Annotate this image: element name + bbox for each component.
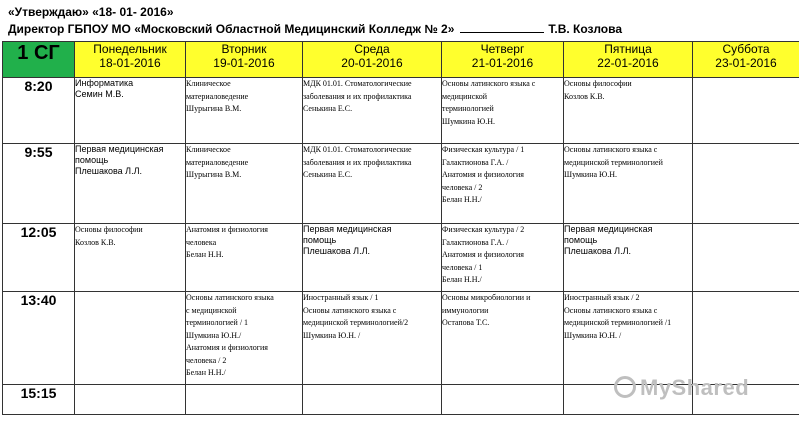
lesson-line: Первая медицинская: [75, 144, 164, 154]
director-text: Директор ГБПОУ МО «Московский Областной Медицинский Колледж № 2»: [8, 22, 455, 36]
time-slot: 13:40: [3, 292, 75, 385]
day-date: 22-01-2016: [597, 56, 659, 70]
day-header-friday: [564, 42, 693, 78]
lesson-line: медицинской терминологией/2: [303, 318, 409, 327]
director-line: [8, 22, 622, 36]
group-name: 1 СГ: [3, 42, 75, 78]
lesson-cell: [564, 292, 693, 385]
day-name: Среда: [354, 42, 390, 56]
lesson-cell: [442, 144, 564, 224]
lesson-cell: [186, 224, 303, 292]
schedule-body: [3, 78, 799, 415]
lesson-line: человека / 1: [442, 262, 483, 272]
lesson-line: Плешакова Л.Л.: [303, 246, 370, 256]
lesson-line: Анатомия и физиология: [442, 170, 524, 179]
lesson-line: Анатомия и физиология: [442, 250, 524, 259]
lesson-line: Шумкина Ю.Н. /: [564, 330, 622, 340]
lesson-line: Белан Н.Н./: [186, 368, 226, 377]
director-name: Т.В. Козлова: [548, 22, 623, 36]
lesson-cell: [442, 78, 564, 144]
lesson-cell: [693, 78, 799, 144]
lesson-line: Основы латинского языка с: [564, 305, 658, 315]
lesson-line: Основы микробиологии и: [442, 293, 531, 302]
day-date: 18-01-2016: [99, 56, 161, 70]
lesson-line: Клиническое: [186, 145, 231, 154]
schedule-table: [2, 41, 799, 415]
header-row: [3, 42, 799, 78]
time-slot-row: [3, 292, 799, 385]
day-name: Суббота: [722, 42, 770, 56]
lesson-line: Клиническое: [186, 79, 231, 88]
lesson-line: иммунологии: [442, 305, 489, 315]
lesson-cell: [303, 144, 442, 224]
lesson-line: Первая медицинская: [564, 224, 653, 234]
lesson-line: Основы латинского языка с: [303, 305, 397, 315]
lesson-cell: [303, 292, 442, 385]
lesson-line: Козлов К.В.: [75, 237, 116, 247]
lesson-cell: [75, 385, 186, 415]
lesson-line: Первая медицинская: [303, 224, 392, 234]
lesson-line: Шумкина Ю.Н.: [564, 170, 618, 179]
lesson-line: Семин М.В.: [75, 89, 124, 99]
lesson-line: Белан Н.Н./: [442, 275, 482, 284]
lesson-line: материаловедение: [186, 157, 249, 167]
time-slot-row: [3, 224, 799, 292]
lesson-line: Основы философии: [564, 79, 632, 88]
time-slot: 8:20: [3, 78, 75, 144]
lesson-line: Иностранный язык / 1: [303, 293, 379, 302]
time-slot: 15:15: [3, 385, 75, 415]
lesson-line: МДК 01.01. Стоматологические: [303, 145, 412, 154]
day-header-wednesday: [303, 42, 442, 78]
day-name: Вторник: [221, 42, 267, 56]
lesson-line: Галактионова Г.А. /: [442, 157, 509, 167]
lesson-line: помощь: [75, 155, 109, 165]
approval-line: «Утверждаю» «18- 01- 2016»: [8, 5, 174, 19]
lesson-line: Шумкина Ю.Н. /: [303, 330, 361, 340]
lesson-cell: [442, 385, 564, 415]
watermark-logo-icon: [614, 376, 636, 398]
lesson-line: медицинской: [442, 91, 488, 101]
lesson-cell: [303, 385, 442, 415]
lesson-line: медицинской терминологией: [564, 157, 663, 167]
day-header-thursday: [442, 42, 564, 78]
lesson-cell: [693, 144, 799, 224]
lesson-line: Иностранный язык / 2: [564, 293, 640, 302]
lesson-cell: [186, 385, 303, 415]
signature-line: [460, 22, 544, 33]
lesson-line: Остапова Т.С.: [442, 318, 490, 327]
lesson-cell: [186, 292, 303, 385]
lesson-line: Шурыгина В.М.: [186, 170, 242, 179]
lesson-line: медицинской терминологией /1: [564, 318, 672, 327]
lesson-line: Козлов К.В.: [564, 91, 605, 101]
day-date: 23-01-2016: [715, 56, 777, 70]
time-slot: 9:55: [3, 144, 75, 224]
day-name: Четверг: [480, 42, 525, 56]
day-header-saturday: [693, 42, 799, 78]
lesson-line: Физическая культура / 1: [442, 145, 525, 154]
lesson-line: человека / 2: [186, 355, 227, 365]
day-header-tuesday: [186, 42, 303, 78]
watermark: [614, 375, 749, 401]
lesson-line: Сенькина Е.С.: [303, 170, 353, 179]
day-name: Пятница: [604, 42, 652, 56]
lesson-line: Основы латинского языка с: [442, 79, 536, 88]
lesson-cell: [303, 224, 442, 292]
lesson-cell: [693, 224, 799, 292]
lesson-line: человека: [186, 237, 217, 247]
lesson-cell: [564, 78, 693, 144]
lesson-line: Белан Н.Н./: [442, 195, 482, 204]
lesson-cell: [564, 144, 693, 224]
lesson-line: Сенькина Е.С.: [303, 104, 353, 113]
day-date: 21-01-2016: [471, 56, 534, 70]
lesson-line: помощь: [564, 235, 598, 245]
lesson-line: МДК 01.01. Стоматологические: [303, 79, 412, 88]
day-name: Понедельник: [93, 42, 167, 56]
lesson-line: помощь: [303, 235, 337, 245]
lesson-line: материаловедение: [186, 91, 249, 101]
day-date: 19-01-2016: [213, 56, 275, 70]
lesson-line: человека / 2: [442, 182, 483, 192]
lesson-line: Анатомия и физиология: [186, 343, 268, 352]
day-header-monday: [75, 42, 186, 78]
lesson-line: заболевания и их профилактика: [303, 157, 412, 167]
day-date: 20-01-2016: [341, 56, 403, 70]
lesson-line: Шумкина Ю.Н./: [186, 330, 242, 340]
lesson-cell: [564, 224, 693, 292]
lesson-line: Основы латинского языка: [186, 293, 274, 302]
lesson-cell: [186, 144, 303, 224]
lesson-line: Физическая культура / 2: [442, 225, 525, 234]
time-slot-row: [3, 78, 799, 144]
lesson-line: Плешакова Л.Л.: [75, 166, 142, 176]
lesson-line: Галактионова Г.А. /: [442, 237, 509, 247]
lesson-cell: [693, 292, 799, 385]
lesson-cell: [303, 78, 442, 144]
lesson-line: Информатика: [75, 78, 134, 88]
lesson-line: Плешакова Л.Л.: [564, 246, 631, 256]
lesson-cell: [75, 144, 186, 224]
lesson-line: Шурыгина В.М.: [186, 104, 242, 113]
lesson-cell: [75, 78, 186, 144]
lesson-line: Основы философии: [75, 225, 143, 234]
lesson-cell: [186, 78, 303, 144]
lesson-line: Шумкина Ю.Н.: [442, 116, 496, 126]
lesson-cell: [75, 292, 186, 385]
time-slot-row: [3, 144, 799, 224]
lesson-line: Анатомия и физиология: [186, 225, 268, 234]
lesson-line: терминологией: [442, 104, 494, 113]
lesson-cell: [442, 292, 564, 385]
lesson-line: терминологией / 1: [186, 318, 249, 327]
lesson-line: Белан Н.Н.: [186, 250, 224, 259]
lesson-cell: [442, 224, 564, 292]
watermark-text: MyShared: [640, 375, 750, 400]
lesson-cell: [75, 224, 186, 292]
lesson-line: заболевания и их профилактика: [303, 91, 412, 101]
lesson-line: Основы латинского языка с: [564, 145, 658, 154]
time-slot: 12:05: [3, 224, 75, 292]
lesson-line: с медицинской: [186, 305, 237, 315]
